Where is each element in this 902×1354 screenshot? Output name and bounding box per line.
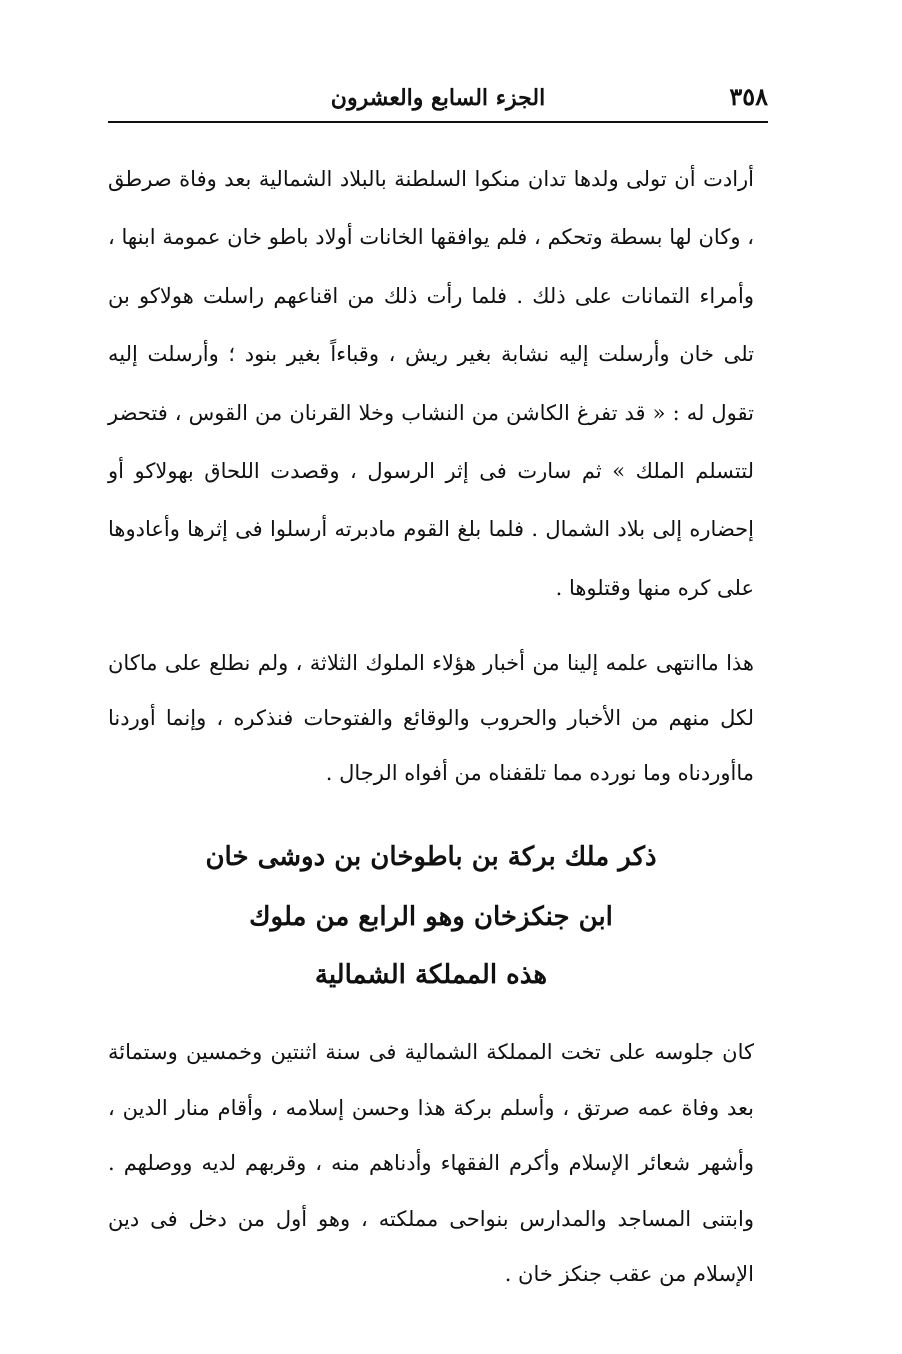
- running-header-title: الجزء السابع والعشرون: [330, 85, 546, 111]
- section-heading-line-2: ابن جنكزخان وهو الرابع من ملوك: [249, 902, 613, 932]
- page-number: ٣٥٨: [729, 82, 768, 111]
- paragraph-2-text: هذا ماانتهى علمه إلينا من أخبار هؤلاء الملوك الثلاثة ، ولم نطلع على ماكان لكل منهم من الأخبار والحروب والوقائع والفتوحات فنذكره ، وإنما أوردنا ماأوردناه وما نورده مما تلقفناه من أفواه الرجال .: [108, 651, 754, 785]
- paragraph-3-text: كان جلوسه على تخت المملكة الشمالية فى سنة اثنتين وخمسين وستمائة بعد وفاة عمه صرتق ، وأسلم بركة هذا وحسن إسلامه ، وأقام منار الدين ، وأشهر شعائر الإسلام وأكرم الفقهاء وأدناهم منه ، وقربهم لديه ووصلهم . وابتنى المساجد والمدارس بنواحى مملكته ، وهو أول من دخل فى دين الإسلام من عقب جنكز خان .: [108, 1040, 754, 1286]
- paragraph-2: [108, 636, 754, 801]
- section-heading-line-1: ذكر ملك بركة بن باطوخان بن دوشى خان: [205, 842, 657, 872]
- paragraph-3: [108, 1025, 754, 1303]
- header-rule: [108, 121, 768, 123]
- section-heading-line-3: هذه المملكة الشمالية: [314, 960, 548, 990]
- paragraph-1-text: أرادت أن تولى ولدها تدان منكوا السلطنة بالبلاد الشمالية بعد وفاة صرطق ، وكان لها بسطة وتحكم ، فلم يوافقها الخانات أولاد باطو خان عمومة ابنها ، وأمراء التمانات على ذلك . فلما رأت ذلك من اقناعهم راسلت هولاكو بن تلى خان وأرسلت إليه نشابة بغير ريش ، وقباءاً بغير بنود ؛ وأرسلت إليه تقول له : « قد تفرغ الكاشن من النشاب وخلا القرنان من القوس ، فتحضر لتتسلم الملك » ثم سارت فى إثر الرسول ، وقصدت اللحاق بهولاكو أو إحضاره إلى بلاد الشمال . فلما بلغ القوم مادبرته أرسلوا فى إثرها وأعادوها على كره منها وقتلوها .: [108, 167, 754, 600]
- paragraph-1: [108, 150, 754, 617]
- running-header: [108, 78, 768, 118]
